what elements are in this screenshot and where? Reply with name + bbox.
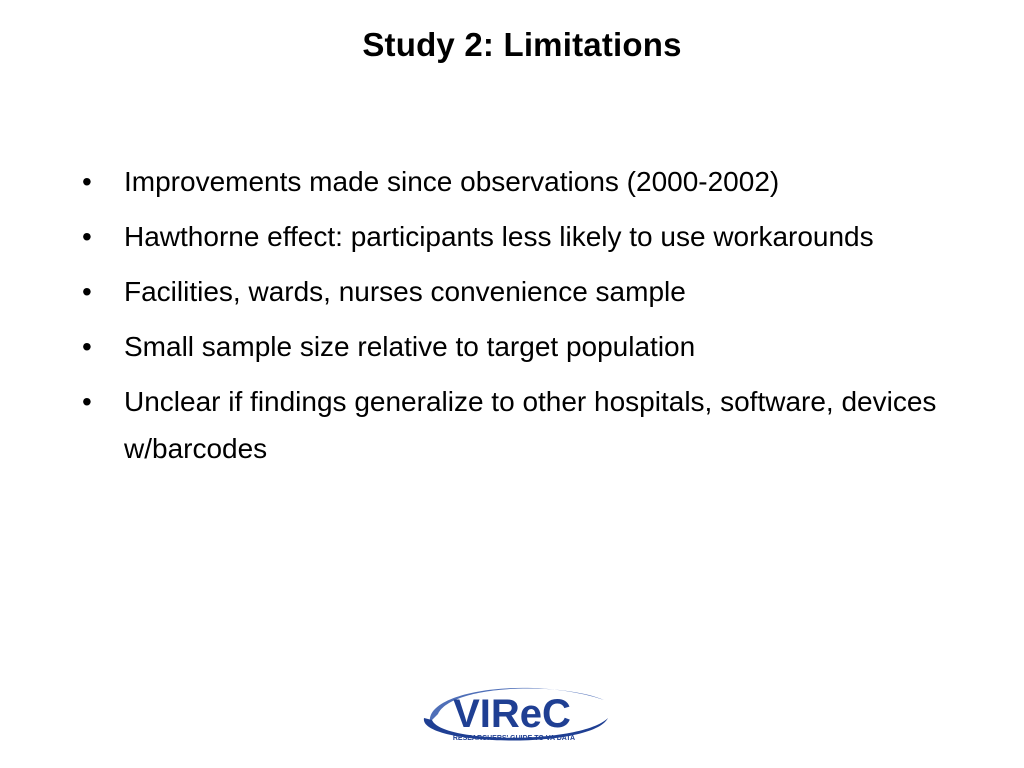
bullet-list <box>80 158 960 480</box>
bullet-marker: • <box>82 386 92 417</box>
bullet-item <box>80 378 960 472</box>
bullet-text: Facilities, wards, nurses convenience sample <box>124 276 686 307</box>
bullet-item <box>80 268 960 315</box>
bullet-marker: • <box>82 276 92 307</box>
logo-tagline: RESEARCHERS' GUIDE TO VA DATA <box>452 735 576 742</box>
bullet-item <box>80 158 960 205</box>
bullet-marker: • <box>82 331 92 362</box>
bullet-item <box>80 213 960 260</box>
bullet-text: Unclear if findings generalize to other hospitals, software, devices w/barcodes <box>124 386 937 464</box>
slide-title: Study 2: Limitations <box>362 26 682 63</box>
bullet-text: Hawthorne effect: participants less likely to use workarounds <box>124 221 874 252</box>
bullet-item <box>80 323 960 370</box>
bullet-text: Improvements made since observations (2000-2002) <box>124 166 780 197</box>
logo-wordmark: VIReC <box>453 692 571 736</box>
bullet-text: Small sample size relative to target population <box>124 331 696 362</box>
bullet-marker: • <box>82 221 92 252</box>
bullet-marker: • <box>82 166 92 197</box>
virec-logo <box>412 674 612 750</box>
